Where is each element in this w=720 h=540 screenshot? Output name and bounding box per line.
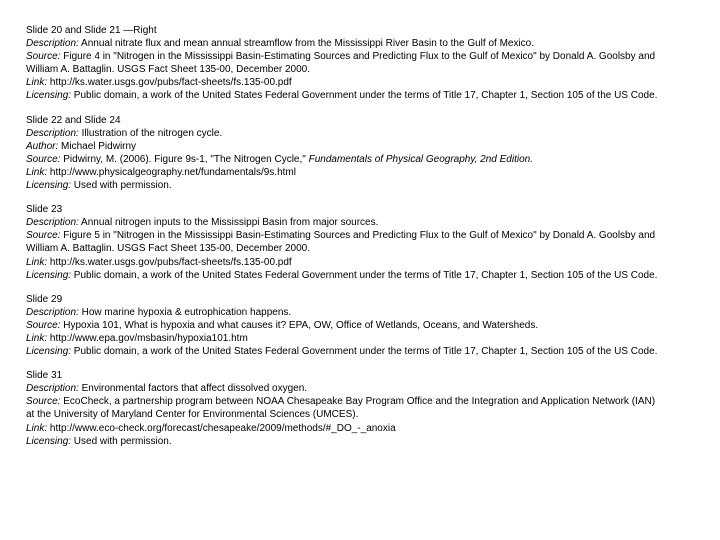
link-url: http://www.eco-check.org/forecast/chesapeake/2009/methods/#_DO_-_anoxia <box>47 422 396 434</box>
licensing-line <box>26 269 666 282</box>
field-label: Author: <box>26 140 59 152</box>
field-label: Source: <box>26 230 61 242</box>
field-label: Link: <box>26 422 48 434</box>
attribution-entry <box>26 293 666 358</box>
entry-heading: Slide 31 <box>26 370 63 382</box>
field-value: Pidwirny, M. (2006). Figure 9s-1, "The Nitrogen Cycle," <box>60 153 309 165</box>
field-label: Source: <box>26 319 61 331</box>
field-value: Annual nitrate flux and mean annual streamflow from the Mississippi River Basin to the Gulf of Mexico. <box>78 38 535 50</box>
link-line <box>26 332 666 345</box>
source-line <box>26 229 666 255</box>
field-label: Link: <box>26 256 48 268</box>
field-label: Description: <box>26 306 79 318</box>
field-label: Licensing: <box>26 346 72 358</box>
field-value: Used with permission. <box>71 435 172 447</box>
licensing-line <box>26 89 666 102</box>
field-label: Description: <box>26 38 79 50</box>
author-line <box>26 140 666 153</box>
field-value: Figure 4 in "Nitrogen in the Mississippi Basin-Estimating Sources and Predicting Flux to the Gulf of Mexico" by Donald A. Goolsby and William A. Battaglin. USGS Fact Sheet 135-00, December 2000. <box>26 51 656 76</box>
attribution-document <box>26 24 666 459</box>
source-line <box>26 395 666 421</box>
field-value: Illustration of the nitrogen cycle. <box>78 127 223 139</box>
field-value: Public domain, a work of the United States Federal Government under the terms of Title 17, Chapter 1, Section 105 of the US Code. <box>71 346 658 358</box>
field-value: Hypoxia 101, What is hypoxia and what causes it? EPA, OW, Office of Wetlands, Oceans, and Watersheds. <box>60 319 539 331</box>
attribution-entry <box>26 369 666 448</box>
description-line <box>26 382 666 395</box>
entry-heading: Slide 29 <box>26 293 63 305</box>
field-label: Link: <box>26 166 48 178</box>
field-value: EcoCheck, a partnership program between NOAA Chesapeake Bay Program Office and the Integration and Application Network (IAN) at the University of Maryland Center for Environmental Sciences (UMCES). <box>26 396 656 421</box>
link-url: http://www.epa.gov/msbasin/hypoxia101.htm <box>47 332 248 344</box>
source-line <box>26 153 666 166</box>
licensing-line <box>26 345 666 358</box>
field-value: Michael Pidwirny <box>58 140 137 152</box>
field-label: Link: <box>26 332 48 344</box>
attribution-entry <box>26 24 666 103</box>
field-label: Source: <box>26 153 61 165</box>
field-value: Used with permission. <box>71 180 172 192</box>
link-line <box>26 422 666 435</box>
field-label: Licensing: <box>26 269 72 281</box>
field-value: Environmental factors that affect dissolved oxygen. <box>78 383 308 395</box>
source-line <box>26 319 666 332</box>
link-line <box>26 166 666 179</box>
source-line <box>26 50 666 76</box>
link-url: http://ks.water.usgs.gov/pubs/fact-sheets/fs.135-00.pdf <box>47 256 292 268</box>
field-label: Licensing: <box>26 435 72 447</box>
field-value: Public domain, a work of the United States Federal Government under the terms of Title 17, Chapter 1, Section 105 of the US Code. <box>71 269 658 281</box>
field-value: Figure 5 in "Nitrogen in the Mississippi Basin-Estimating Sources and Predicting Flux to the Gulf of Mexico" by Donald A. Goolsby and William A. Battaglin. USGS Fact Sheet 135-00, December 2000. <box>26 230 656 255</box>
field-label: Licensing: <box>26 90 72 102</box>
attribution-entry <box>26 203 666 282</box>
description-line <box>26 216 666 229</box>
book-title: Fundamentals of Physical Geography, 2nd Edition. <box>308 153 533 165</box>
entry-heading: Slide 22 and Slide 24 <box>26 114 121 126</box>
entry-heading: Slide 23 <box>26 204 63 216</box>
licensing-line <box>26 179 666 192</box>
description-line <box>26 127 666 140</box>
field-label: Description: <box>26 217 79 229</box>
field-label: Source: <box>26 51 61 63</box>
entry-heading: Slide 20 and Slide 21 —Right <box>26 25 157 36</box>
field-label: Source: <box>26 396 61 408</box>
description-line <box>26 306 666 319</box>
field-value: How marine hypoxia & eutrophication happens. <box>78 306 292 318</box>
link-url: http://ks.water.usgs.gov/pubs/fact-sheets/fs.135-00.pdf <box>47 77 292 89</box>
field-value: Annual nitrogen inputs to the Mississippi Basin from major sources. <box>78 217 379 229</box>
link-line <box>26 76 666 89</box>
description-line <box>26 37 666 50</box>
field-label: Description: <box>26 383 79 395</box>
field-value: Public domain, a work of the United States Federal Government under the terms of Title 17, Chapter 1, Section 105 of the US Code. <box>71 90 658 102</box>
field-label: Link: <box>26 77 48 89</box>
attribution-entry <box>26 114 666 193</box>
link-url: http://www.physicalgeography.net/fundamentals/9s.html <box>47 166 296 178</box>
field-label: Description: <box>26 127 79 139</box>
field-label: Licensing: <box>26 180 72 192</box>
link-line <box>26 256 666 269</box>
licensing-line <box>26 435 666 448</box>
